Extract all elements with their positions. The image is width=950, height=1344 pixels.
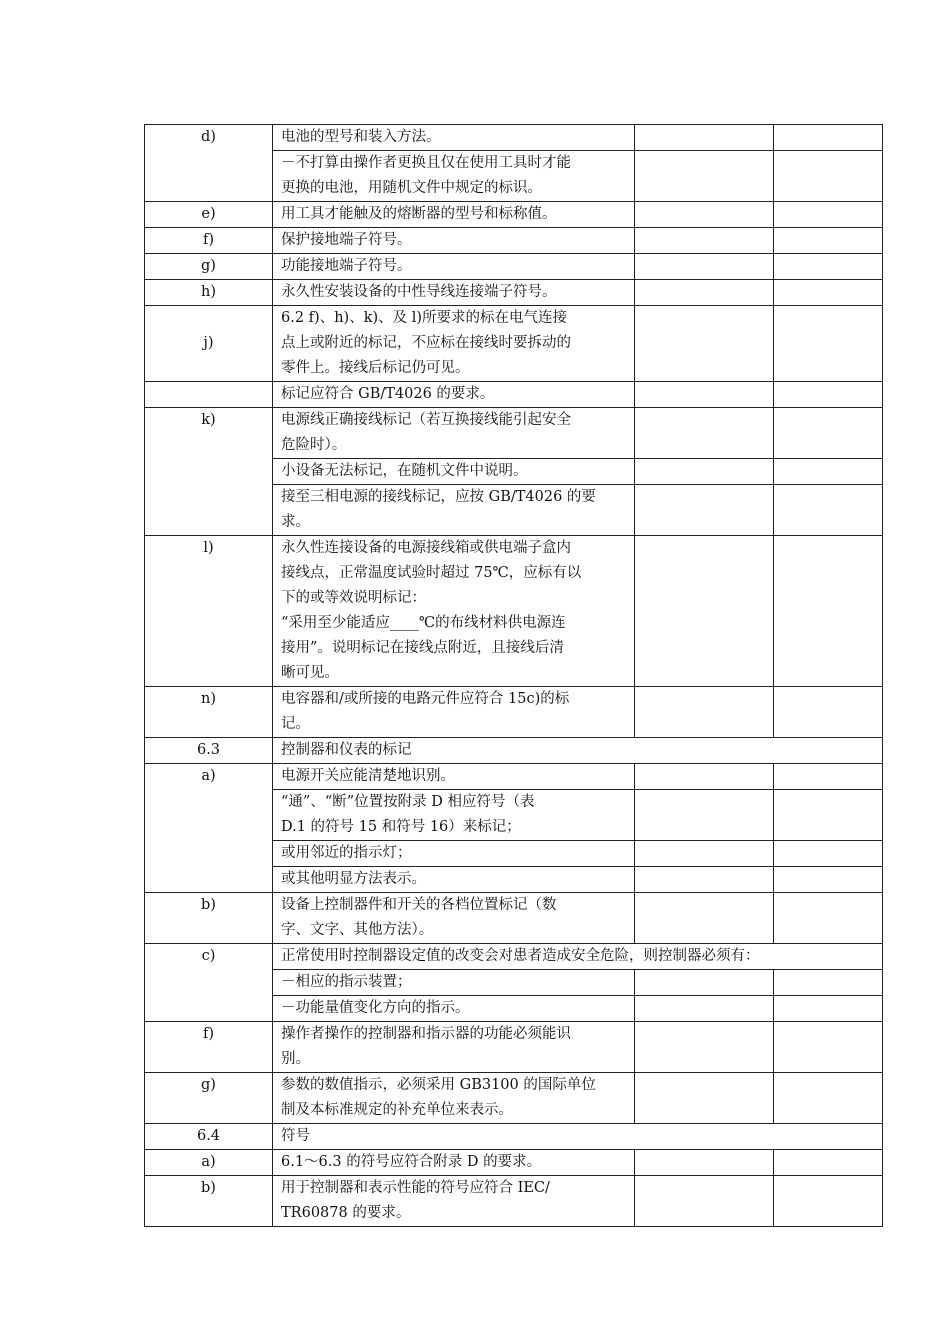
table-row — [145, 382, 883, 408]
requirement-text: 正常使用时控制器设定值的改变会对患者造成安全危险，则控制器必须有： — [273, 944, 883, 970]
table-row — [145, 944, 883, 970]
blank-cell — [635, 151, 774, 202]
blank-cell — [774, 306, 883, 382]
table-row — [145, 254, 883, 280]
blank-cell — [635, 382, 774, 408]
blank-cell — [774, 790, 883, 841]
table-row — [145, 893, 883, 944]
section-number: 6.4 — [145, 1124, 273, 1150]
table-row — [145, 280, 883, 306]
item-number: b) — [145, 893, 273, 944]
item-number: c) — [145, 944, 273, 1022]
requirement-text: 标记应符合 GB/T4026 的要求。 — [273, 382, 635, 408]
blank-cell — [774, 202, 883, 228]
blank-cell — [774, 764, 883, 790]
table-row — [145, 1150, 883, 1176]
requirement-text: 设备上控制器件和开关的各档位置标记（数 字、文字、其他方法）。 — [273, 893, 635, 944]
blank-cell — [774, 125, 883, 151]
item-number: a) — [145, 1150, 273, 1176]
item-number: j) — [145, 306, 273, 382]
blank-cell — [774, 485, 883, 536]
blank-cell — [635, 687, 774, 738]
table-row — [145, 125, 883, 151]
requirement-text: 电容器和/或所接的电路元件应符合 15c)的标 记。 — [273, 687, 635, 738]
item-number: g) — [145, 1073, 273, 1124]
blank-cell — [774, 687, 883, 738]
blank-cell — [635, 1022, 774, 1073]
blank-cell — [635, 202, 774, 228]
requirement-text: 小设备无法标记，在随机文件中说明。 — [273, 459, 635, 485]
blank-cell — [774, 280, 883, 306]
table-row — [145, 1176, 883, 1227]
blank-cell — [774, 228, 883, 254]
requirement-text: 参数的数值指示，必须采用 GB3100 的国际单位 制及本标准规定的补充单位来表示。 — [273, 1073, 635, 1124]
requirement-text: 永久性连接设备的电源接线箱或供电端子盒内 接线点，正常温度试验时超过 75℃，应标有以 下的或等效说明标记： “采用至少能适应____℃的布线材料供电源连 接用”。说明标记在接线点附近，且接线后清 晰可见。 — [273, 536, 635, 687]
item-number: f) — [145, 228, 273, 254]
requirement-text: 操作者操作的控制器和指示器的功能必须能识 别。 — [273, 1022, 635, 1073]
requirements-table — [144, 124, 883, 1227]
table-row — [145, 202, 883, 228]
requirement-text: 功能接地端子符号。 — [273, 254, 635, 280]
table-row — [145, 1022, 883, 1073]
blank-cell — [774, 151, 883, 202]
item-number: b) — [145, 1176, 273, 1227]
blank-cell — [635, 485, 774, 536]
table-row — [145, 408, 883, 459]
item-number: n) — [145, 687, 273, 738]
blank-cell — [774, 970, 883, 996]
requirement-text: 6.1～6.3 的符号应符合附录 D 的要求。 — [273, 1150, 635, 1176]
requirement-text: 或用邻近的指示灯； — [273, 841, 635, 867]
blank-cell — [774, 867, 883, 893]
section-title: 控制器和仪表的标记 — [273, 738, 883, 764]
requirement-text: 永久性安装设备的中性导线连接端子符号。 — [273, 280, 635, 306]
blank-cell — [635, 536, 774, 687]
blank-cell — [774, 1176, 883, 1227]
item-number: d) — [145, 125, 273, 202]
table-row — [145, 536, 883, 687]
table-row — [145, 764, 883, 790]
blank-cell — [774, 536, 883, 687]
blank-cell — [774, 893, 883, 944]
table-row — [145, 1073, 883, 1124]
section-title: 符号 — [273, 1124, 883, 1150]
blank-cell — [635, 841, 774, 867]
blank-cell — [774, 996, 883, 1022]
section-row — [145, 738, 883, 764]
requirement-text: 用于控制器和表示性能的符号应符合 IEC/ TR60878 的要求。 — [273, 1176, 635, 1227]
blank-cell — [635, 254, 774, 280]
blank-cell — [635, 125, 774, 151]
blank-cell — [774, 1022, 883, 1073]
requirement-text: 电池的型号和装入方法。 — [273, 125, 635, 151]
table-row — [145, 228, 883, 254]
blank-cell — [635, 408, 774, 459]
blank-cell — [635, 280, 774, 306]
section-row — [145, 1124, 883, 1150]
blank-cell — [635, 893, 774, 944]
requirement-text: 6.2 f)、h)、k)、及 l)所要求的标在电气连接 点上或附近的标记，不应标在接线时要拆动的 零件上。接线后标记仍可见。 — [273, 306, 635, 382]
item-number: k) — [145, 408, 273, 536]
item-number-empty — [145, 382, 273, 408]
blank-cell — [774, 841, 883, 867]
item-number: f) — [145, 1022, 273, 1073]
blank-cell — [774, 459, 883, 485]
item-number: h) — [145, 280, 273, 306]
item-number: l) — [145, 536, 273, 687]
blank-cell — [635, 764, 774, 790]
blank-cell — [774, 1073, 883, 1124]
item-number: a) — [145, 764, 273, 893]
blank-cell — [635, 1073, 774, 1124]
requirement-text: 保护接地端子符号。 — [273, 228, 635, 254]
blank-cell — [635, 306, 774, 382]
table-row — [145, 687, 883, 738]
blank-cell — [774, 382, 883, 408]
requirement-text: “通”、“断”位置按附录 D 相应符号（表 D.1 的符号 15 和符号 16）来标记； — [273, 790, 635, 841]
item-number: g) — [145, 254, 273, 280]
blank-cell — [774, 408, 883, 459]
requirement-text: 接至三相电源的接线标记，应按 GB/T4026 的要 求。 — [273, 485, 635, 536]
requirement-text: 或其他明显方法表示。 — [273, 867, 635, 893]
blank-cell — [635, 1176, 774, 1227]
requirement-text: －功能量值变化方向的指示。 — [273, 996, 635, 1022]
blank-cell — [774, 1150, 883, 1176]
blank-cell — [635, 970, 774, 996]
blank-cell — [635, 1150, 774, 1176]
blank-cell — [635, 867, 774, 893]
table-row — [145, 306, 883, 382]
item-number: e) — [145, 202, 273, 228]
blank-cell — [635, 790, 774, 841]
requirement-text: 电源线正确接线标记（若互换接线能引起安全 危险时）。 — [273, 408, 635, 459]
blank-cell — [635, 996, 774, 1022]
requirement-text: 电源开关应能清楚地识别。 — [273, 764, 635, 790]
section-number: 6.3 — [145, 738, 273, 764]
blank-cell — [774, 254, 883, 280]
requirement-text: －相应的指示装置； — [273, 970, 635, 996]
blank-cell — [635, 228, 774, 254]
requirement-text: －不打算由操作者更换且仅在使用工具时才能 更换的电池，用随机文件中规定的标识。 — [273, 151, 635, 202]
blank-cell — [635, 459, 774, 485]
requirement-text: 用工具才能触及的熔断器的型号和标称值。 — [273, 202, 635, 228]
